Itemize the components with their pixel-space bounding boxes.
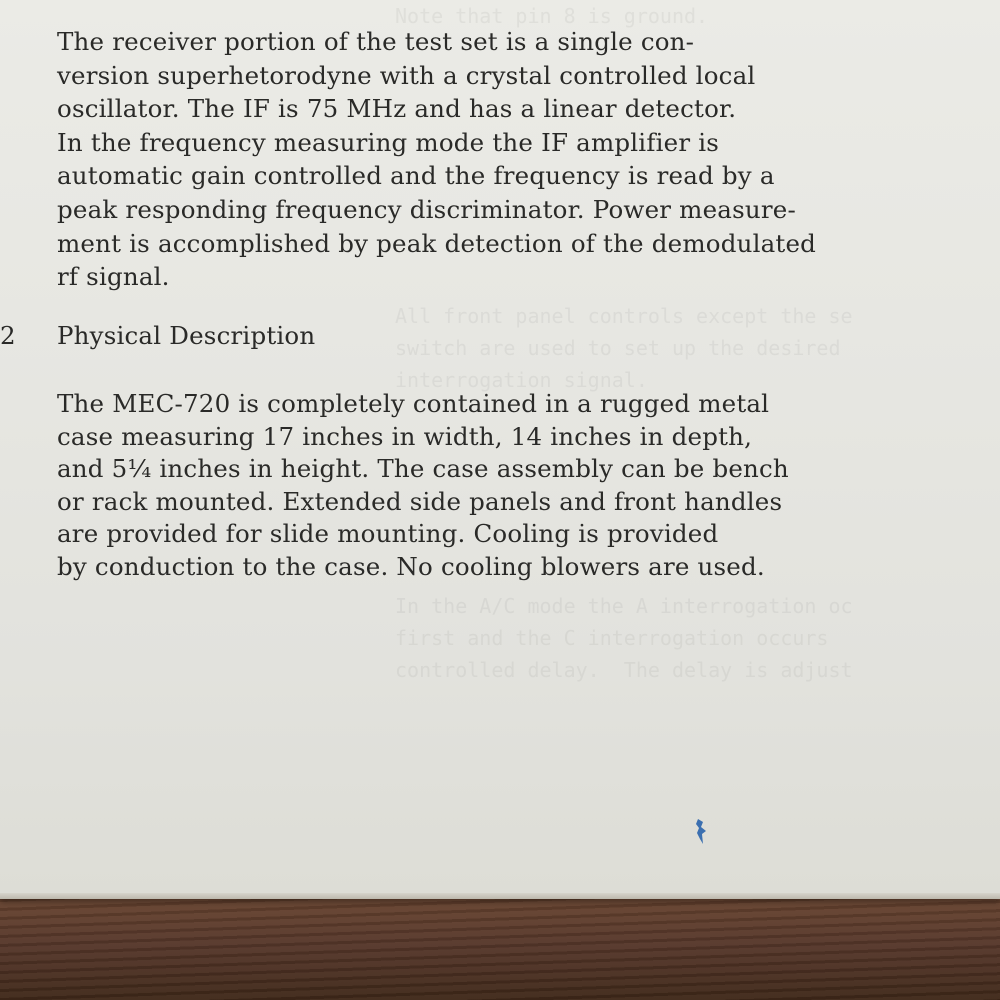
section-number: 2 — [0, 321, 16, 350]
wooden-table — [0, 890, 1000, 1000]
text-line: peak responding frequency discriminator. Power measure- — [57, 194, 796, 224]
page-edge — [0, 893, 1000, 899]
section-heading: Physical Description — [57, 321, 316, 350]
show-through-text: All front panel controls except the se switch are used to set up the desired interrogation signal. — [395, 304, 853, 392]
text-line: case measuring 17 inches in width, 14 inches in depth, — [57, 421, 753, 451]
paragraph-receiver — [57, 25, 816, 294]
text-line: or rack mounted. Extended side panels and front handles — [57, 486, 783, 516]
show-through-text: In the A/C mode the A interrogation oc first and the C interrogation occurs controlled delay. The delay is adjust — [395, 594, 853, 682]
text-line: version superhetorodyne with a crystal controlled local — [57, 60, 756, 90]
text-line: The receiver portion of the test set is a single con- — [57, 27, 695, 56]
text-line: rf signal. — [57, 262, 170, 292]
text-line: The MEC-720 is completely contained in a rugged metal — [57, 389, 770, 418]
paragraph-physical-description — [57, 388, 789, 583]
text-line: are provided for slide mounting. Cooling is provided — [57, 519, 719, 548]
text-line: automatic gain controlled and the frequency is read by a — [57, 161, 775, 191]
text-line: oscillator. The IF is 75 MHz and has a linear detector. — [57, 94, 737, 124]
show-through-text: Note that pin 8 is ground. — [395, 4, 709, 28]
text-line: and 5¼ inches in height. The case assembly can be bench — [57, 454, 789, 483]
text-line: by conduction to the case. No cooling blowers are used. — [57, 551, 765, 581]
text-line: ment is accomplished by peak detection of the demodulated — [57, 228, 817, 258]
blue-ink-mark — [694, 817, 708, 847]
text-line: In the frequency measuring mode the IF amplifier is — [57, 127, 720, 157]
